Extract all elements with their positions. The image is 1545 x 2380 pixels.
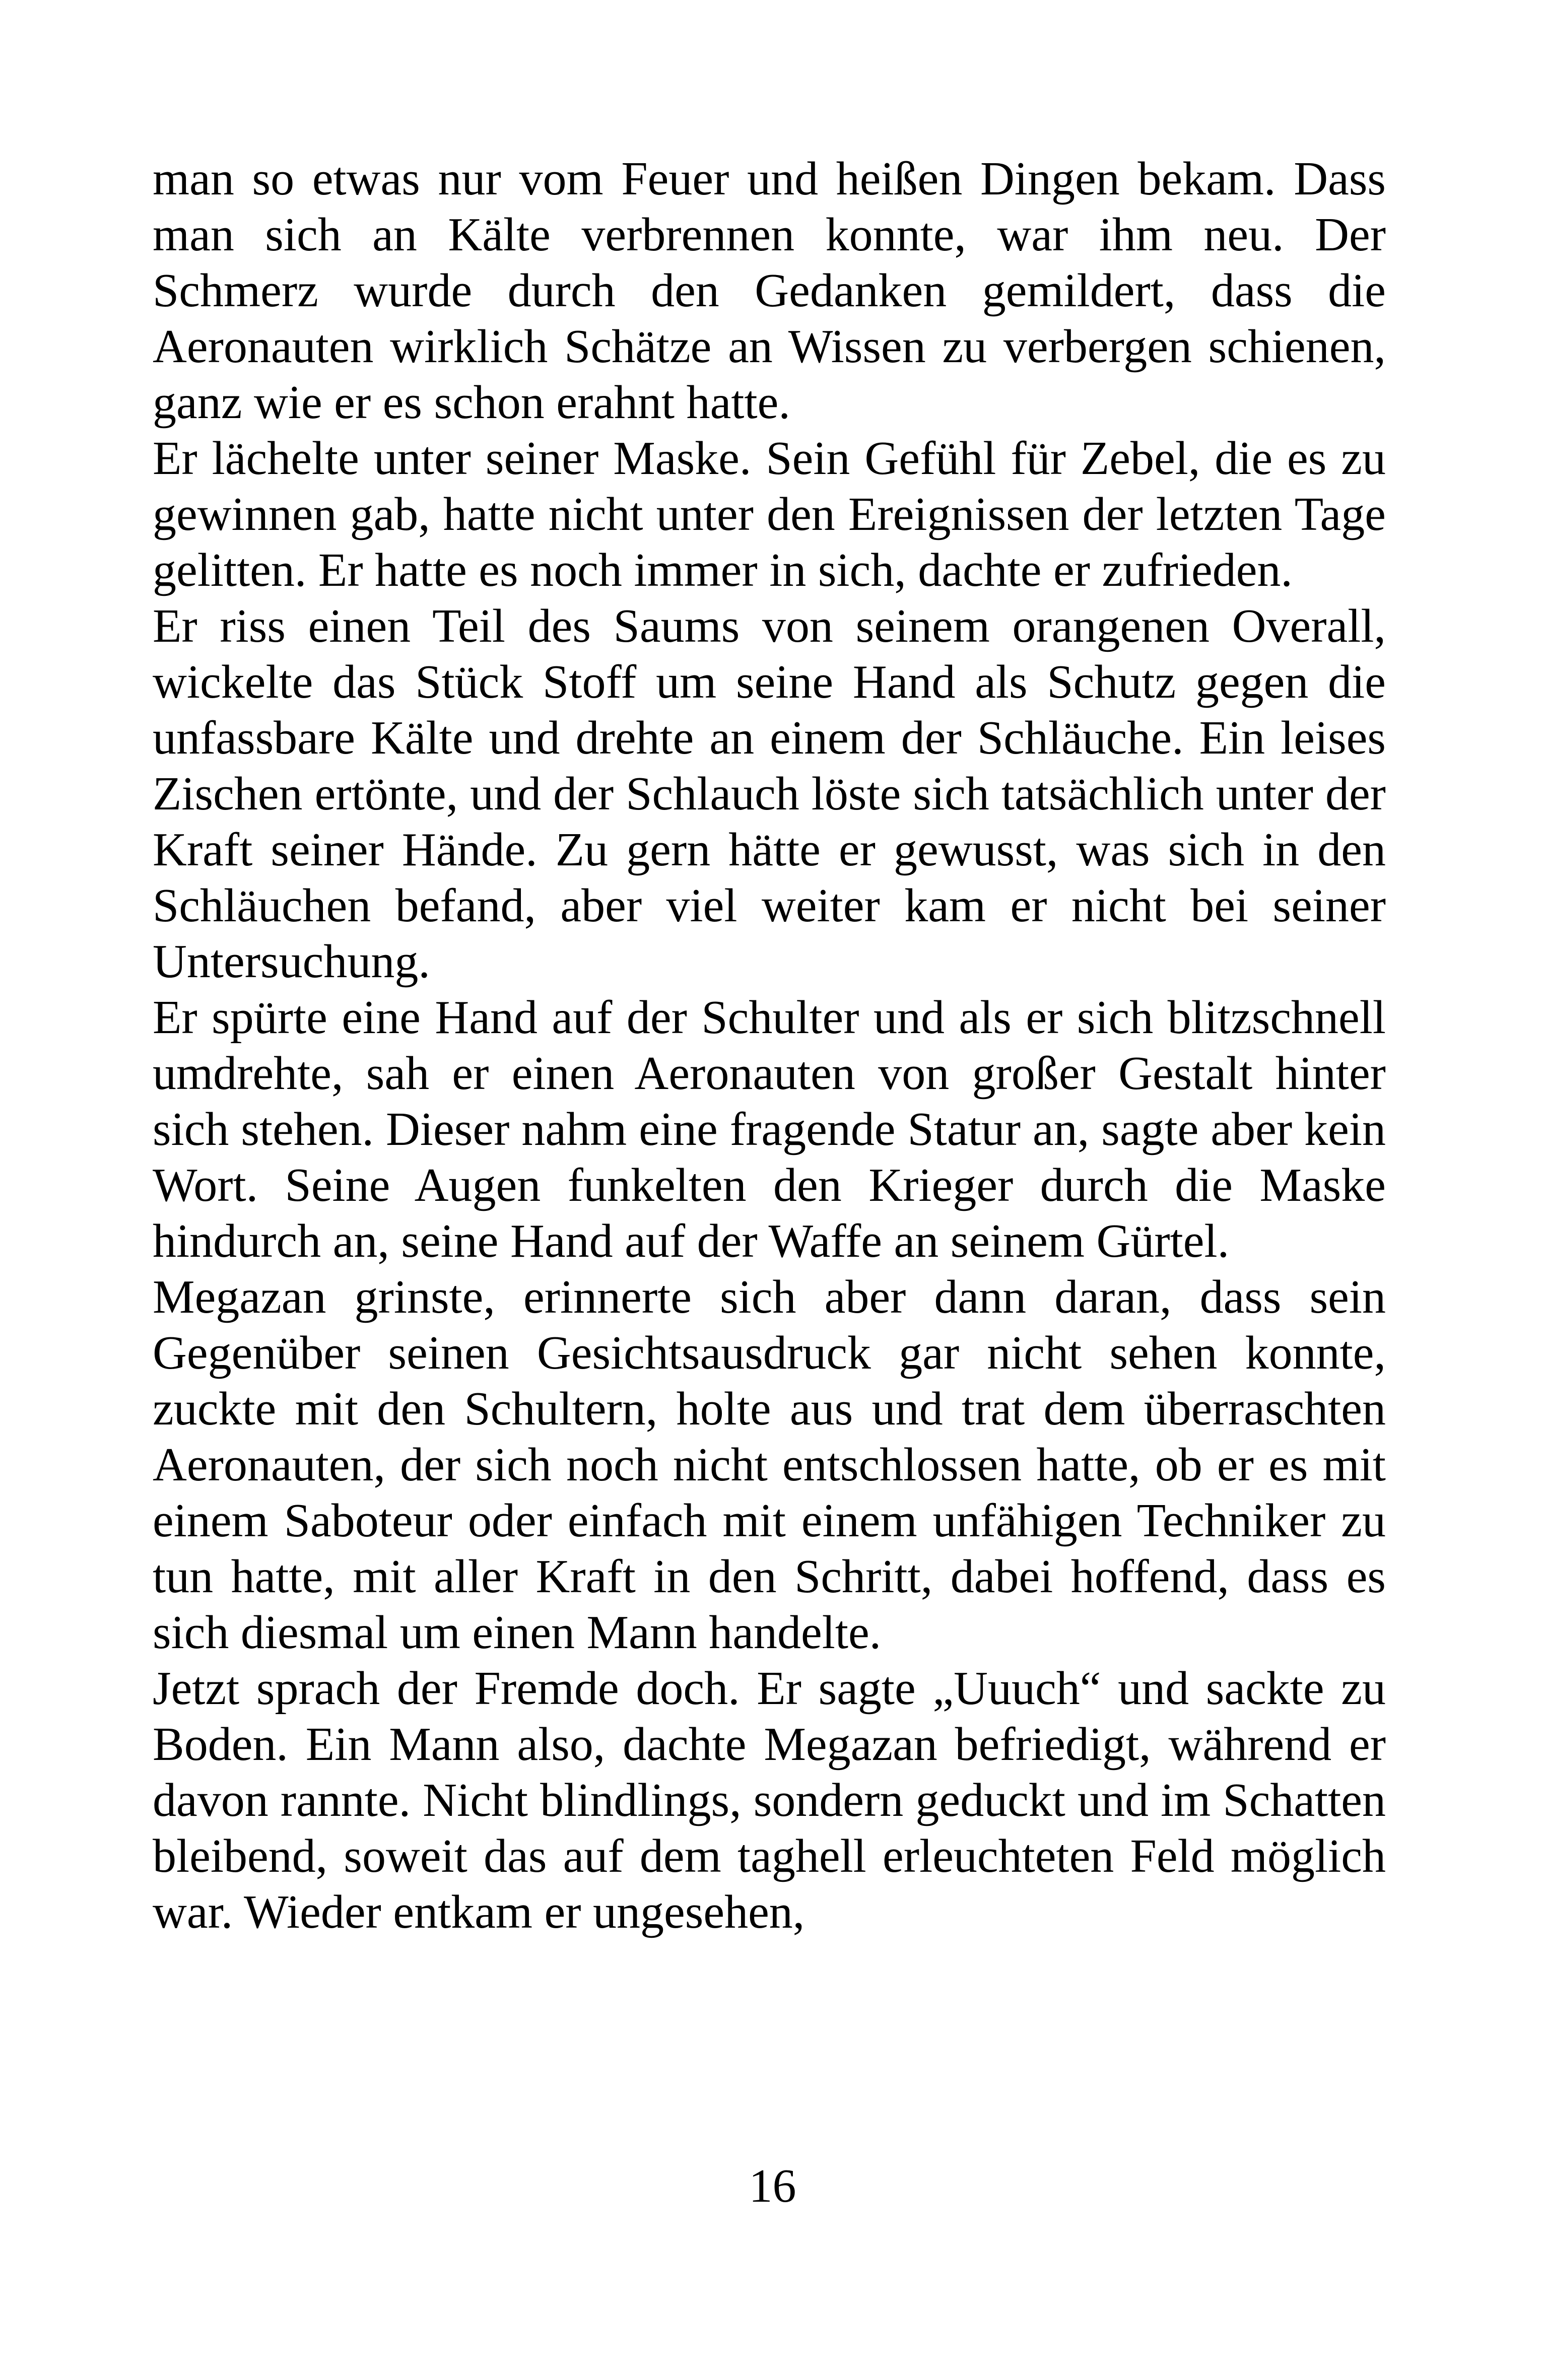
paragraph-5: Megazan grinste, erinnerte sich aber dann daran, dass sein Gegenüber seinen Gesichtsausdruck gar nicht sehen konnte, zuckte mit den Schultern, holte aus und trat dem überraschten Aeronauten, der sich noch nicht entschlossen hatte, ob er es mit einem Saboteur oder einfach mit einem unfähigen Techniker zu tun hatte, mit aller Kraft in den Schritt, dabei hoffend, dass es sich diesmal um einen Mann handelte. — [153, 1271, 1386, 1659]
body-text — [153, 151, 1386, 1940]
paragraph-6: Jetzt sprach der Fremde doch. Er sagte „Uuuch“ und sackte zu Boden. Ein Mann also, dachte Megazan befriedigt, während er davon rannte. Nicht blindlings, sondern geduckt und im Schatten bleibend, soweit das auf dem taghell erleuchteten Feld möglich war. Wieder entkam er ungesehen, — [153, 1662, 1386, 1938]
paragraph-2: Er lächelte unter seiner Maske. Sein Gefühl für Zebel, die es zu gewinnen gab, hatte nicht unter den Ereignissen der letzten Tage gelitten. Er hatte es noch immer in sich, dachte er zufrieden. — [153, 432, 1386, 596]
page-number: 16 — [749, 2160, 796, 2212]
paragraph-3: Er riss einen Teil des Saums von seinem orangenen Overall, wickelte das Stück Stoff um seine Hand als Schutz gegen die unfassbare Kälte und drehte an einem der Schläuche. Ein leises Zischen ertönte, und der Schlauch löste sich tatsächlich unter der Kraft seiner Hände. Zu gern hätte er gewusst, was sich in den Schläuchen befand, aber viel weiter kam er nicht bei seiner Untersuchung. — [153, 600, 1386, 988]
paragraph-4: Er spürte eine Hand auf der Schulter und als er sich blitzschnell umdrehte, sah er einen Aeronauten von großer Gestalt hinter sich stehen. Dieser nahm eine fragende Statur an, sagte aber kein Wort. Seine Augen funkelten den Krieger durch die Maske hindurch an, seine Hand auf der Waffe an seinem Gürtel. — [153, 991, 1386, 1267]
paragraph-1: man so etwas nur vom Feuer und heißen Dingen bekam. Dass man sich an Kälte verbrennen konnte, war ihm neu. Der Schmerz wurde durch den Gedanken gemildert, dass die Aeronauten wirklich Schätze an Wissen zu verbergen schienen, ganz wie er es schon erahnt hatte. — [153, 153, 1386, 429]
